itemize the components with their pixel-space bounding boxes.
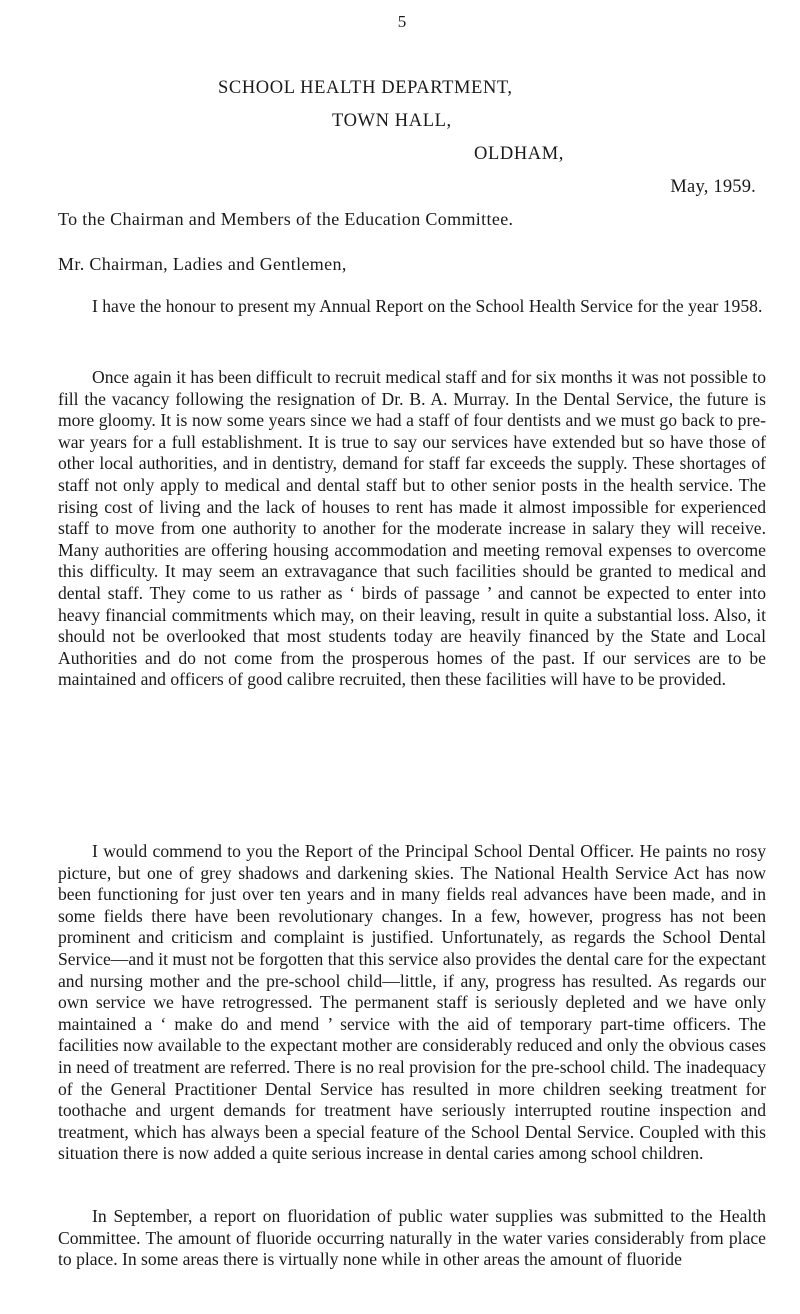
address-department: SCHOOL HEALTH DEPARTMENT, [218,78,513,98]
address-town: OLDHAM, [474,144,565,164]
addressee-line: To the Chairman and Members of the Education Committee. [58,209,514,229]
page-number: 5 [397,12,407,31]
paragraph-staffing [58,367,766,691]
greeting-line: Mr. Chairman, Ladies and Gentlemen, [58,254,347,274]
letter-date: May, 1959. [670,177,756,197]
address-building: TOWN HALL, [332,111,452,131]
paragraph-intro [58,296,766,318]
paragraph-text: I have the honour to present my Annual Report on the School Health Service for the year 1958. [92,296,763,316]
paragraph-fluoridation [58,1206,766,1271]
address-block [100,72,760,204]
paragraph-text: Once again it has been difficult to recruit medical staff and for six months it was not possible to fill the vacancy following the resignation of Dr. B. A. Murray. In the Dental Service, the future is more gloomy. It is now some years since we had a staff of four dentists and we must go back to pre-war years for a full establishment. It is true to say our services have extended but so have those of other local authorities, and in dentistry, demand for staff far exceeds the supply. These shortages of staff not only apply to medical and dental staff but to other senior posts in the health service. The rising cost of living and the lack of houses to rent has made it almost impossible for experienced staff to move from one authority to another for the moderate increase in salary they will receive. Many authorities are offering housing accommodation and meeting removal expenses to overcome this difficulty. It may seem an extravagance that such facilities should be granted to medical and dental staff. They come to us rather as ‘ birds of passage ’ and cannot be expected to enter into heavy financial commitments which may, on their leaving, result in quite a substantial loss. Also, it should not be overlooked that most students today are heavily financed by the State and Local Authorities and do not come from the prosperous homes of the past. If our services are to be maintained and officers of good calibre recruited, then these facilities will have to be provided. [58,367,766,690]
paragraph-text: In September, a report on fluoridation of public water supplies was submitted to the Health Committee. The amount of fluoride occurring naturally in the water varies considerably from place to place. In some areas there is virtually none while in other areas the amount of fluoride [58,1206,766,1270]
paragraph-text: I would commend to you the Report of the Principal School Dental Officer. He paints no rosy picture, but one of grey shadows and darkening skies. The National Health Service Act has now been functioning for just over ten years and in many fields real advances have been made, and in some fields there have been revolutionary changes. In a few, however, progress has not been prominent and criticism and complaint is justified. Unfortunately, as regards the School Dental Service—and it must not be forgotten that this service also provides the dental care for the expectant and nursing mother and the pre-school child—little, if any, progress has resulted. As regards our own service we have retrogressed. The permanent staff is seriously depleted and we have only maintained a ‘ make do and mend ’ service with the aid of temporary part-time officers. The facilities now available to the expectant mother are considerably reduced and only the obvious cases in need of treatment are referred. There is no real provision for the pre-school child. The inadequacy of the General Practitioner Dental Service has resulted in more children seeking treatment for toothache and urgent demands for treatment have seriously interrupted routine inspection and treatment, which has always been a special feature of the School Dental Service. Coupled with this situation there is now added a quite serious increase in dental caries among school children. [58,841,766,1164]
paragraph-dental [58,841,766,1165]
